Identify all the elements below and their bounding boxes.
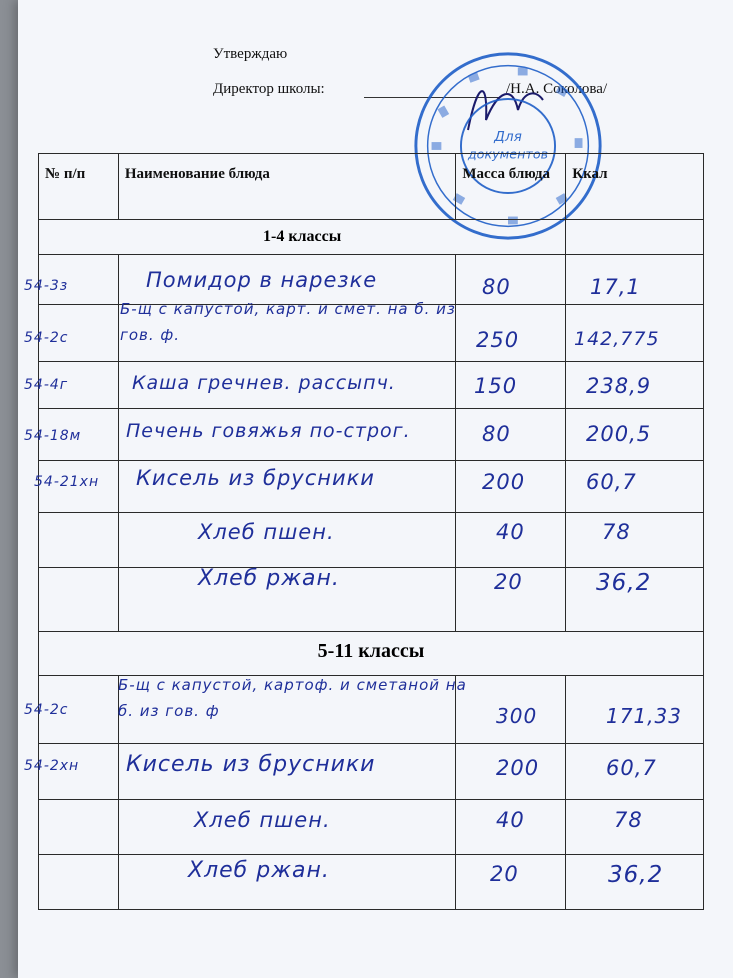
director-name: /Н.А. Соколова/ xyxy=(506,81,608,97)
row-kcal: 171,33 xyxy=(606,704,682,728)
row-dish-name: Хлеб пшен. xyxy=(198,520,335,544)
col-dish-name: Наименование блюда xyxy=(118,154,455,220)
table-row xyxy=(39,855,704,910)
row-mass: 20 xyxy=(490,862,519,886)
section-row xyxy=(39,632,704,676)
row-mass: 300 xyxy=(496,704,538,728)
row-mass: 80 xyxy=(482,422,511,446)
row-dish-name: Кисель из брусники xyxy=(126,752,376,777)
row-dish-name: Б-щ с капустой, карт. и смет. на б. из гов. ф. xyxy=(120,300,456,344)
row-kcal: 60,7 xyxy=(606,756,657,780)
row-code: 54-2хн xyxy=(24,758,80,774)
row-kcal: 78 xyxy=(614,808,643,832)
col-mass: Масса блюда xyxy=(456,154,566,220)
row-kcal: 36,2 xyxy=(596,570,652,596)
row-code: 54-2с xyxy=(24,330,69,346)
row-code: 54-4г xyxy=(24,377,69,393)
row-mass: 80 xyxy=(482,275,511,299)
row-code: 54-2с xyxy=(24,702,69,718)
stamp-text-1: Для xyxy=(494,129,522,146)
table-row xyxy=(39,800,704,855)
row-kcal: 200,5 xyxy=(586,422,652,446)
section-title: 1-4 классы xyxy=(39,220,566,255)
table-header-row xyxy=(39,154,704,220)
row-code: 54-3з xyxy=(24,278,69,294)
section-title: 5-11 классы xyxy=(39,632,704,676)
row-dish-name: Б-щ с капустой, картоф. и сметаной на б. из гов. ф xyxy=(118,676,467,720)
row-mass: 20 xyxy=(494,570,523,594)
row-kcal: 36,2 xyxy=(608,862,664,888)
row-dish-name: Хлеб пшен. xyxy=(194,808,331,832)
row-mass: 200 xyxy=(482,470,526,494)
row-mass: 40 xyxy=(496,520,525,544)
row-mass: 200 xyxy=(496,756,540,780)
row-code: 54-21хн xyxy=(34,474,100,490)
document-page xyxy=(18,0,733,978)
col-number: № п/п xyxy=(39,154,119,220)
row-dish-name: Печень говяжья по-строг. xyxy=(126,420,411,442)
row-kcal: 17,1 xyxy=(590,275,641,299)
row-code: 54-18м xyxy=(24,428,82,444)
row-mass: 250 xyxy=(476,328,520,352)
row-dish-name: Кисель из брусники xyxy=(136,466,375,490)
row-dish-name: Хлеб ржан. xyxy=(198,566,340,591)
row-kcal: 60,7 xyxy=(586,470,637,494)
row-dish-name: Хлеб ржан. xyxy=(188,858,330,883)
director-label xyxy=(213,81,325,98)
row-kcal: 78 xyxy=(602,520,631,544)
row-mass: 150 xyxy=(474,374,518,398)
approve-label: Утверждаю xyxy=(213,46,288,62)
row-dish-name: Каша гречнев. рассыпч. xyxy=(132,372,396,394)
director-title: Директор школы: xyxy=(213,81,325,97)
row-mass: 40 xyxy=(496,808,525,832)
stamp-text-2: документов xyxy=(467,147,549,163)
section-row xyxy=(39,220,704,255)
row-dish-name: Помидор в нарезке xyxy=(146,268,378,292)
row-kcal: 238,9 xyxy=(586,374,652,398)
col-kcal: Ккал xyxy=(566,154,704,220)
row-kcal: 142,775 xyxy=(574,328,660,350)
